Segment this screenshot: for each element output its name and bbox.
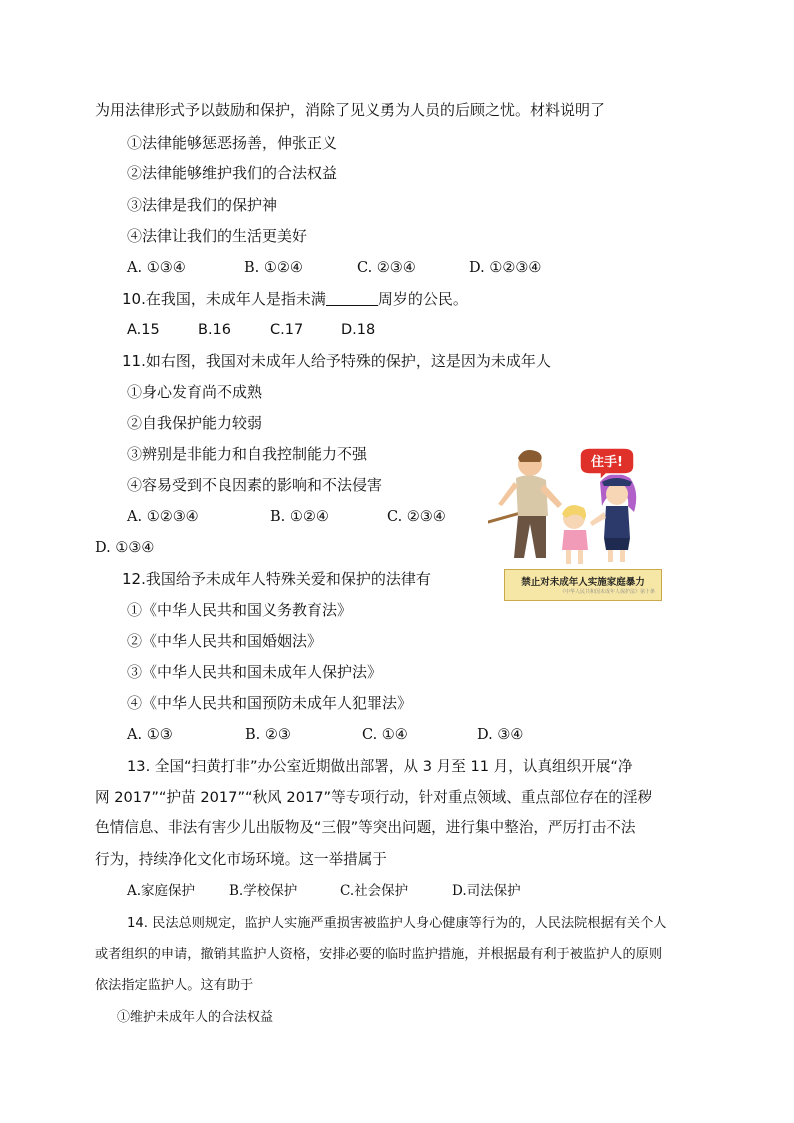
- q13-option-a: A.家庭保护: [127, 883, 196, 899]
- q9-stem-tail: 为用法律形式予以鼓励和保护，消除了见义勇为人员的后顾之忧。材料说明了: [95, 101, 606, 119]
- q10-option-b: B.16: [198, 322, 232, 338]
- q9-option-d: D. ①②③④: [469, 260, 542, 276]
- q13-option-c: C.社会保护: [340, 883, 409, 899]
- q12-item-4: ④《中华人民共和国预防未成年人犯罪法》: [127, 694, 413, 712]
- q10-stem: [122, 289, 468, 309]
- q12-item-3: ③《中华人民共和国未成年人保护法》: [127, 663, 383, 681]
- caption-title: 禁止对未成年人实施家庭暴力: [521, 577, 645, 588]
- q14-item-1: ①维护未成年人的合法权益: [117, 1010, 274, 1025]
- q10-stem-after: 周岁的公民。: [377, 290, 468, 308]
- police-girl-figure: [590, 474, 636, 562]
- q10-blank: [326, 290, 378, 306]
- domestic-violence-illustration: [488, 446, 664, 606]
- q11-stem: 11.如右图，我国对未成年人给予特殊的保护，这是因为未成年人: [122, 352, 551, 370]
- q9-option-b: B. ①②④: [244, 260, 303, 276]
- q12-option-b: B. ②③: [245, 727, 291, 743]
- q11-option-b: B. ①②④: [270, 509, 329, 525]
- q13-option-b: B.学校保护: [229, 883, 298, 899]
- q10-option-a: A.15: [127, 322, 160, 338]
- cartoon-image: [488, 446, 664, 571]
- q12-option-c: C. ①④: [362, 727, 408, 743]
- q14-stem-line-2: 或者组织的申请，撤销其监护人资格，安排必要的临时监护措施，并根据最有利于被监护人的原则: [95, 947, 663, 962]
- q12-option-d: D. ③④: [477, 727, 524, 743]
- q9-item-1: ①法律能够惩恶扬善，伸张正义: [127, 134, 338, 152]
- q14-stem-line-3: 依法指定监护人。这有助于: [95, 978, 254, 993]
- q11-option-c: C. ②③④: [387, 509, 446, 525]
- q11-option-d: D. ①③④: [95, 540, 155, 556]
- q12-stem: 12.我国给予未成年人特殊关爱和保护的法律有: [122, 570, 431, 588]
- q11-item-2: ②自我保护能力较弱: [127, 414, 263, 432]
- q11-option-a: A. ①②③④: [127, 509, 199, 525]
- q11-item-3: ③辨别是非能力和自我控制能力不强: [127, 445, 368, 463]
- q12-item-1: ①《中华人民共和国义务教育法》: [127, 601, 353, 619]
- q14-stem-line-1: 14. 民法总则规定，监护人实施严重损害被监护人身心健康等行为的，人民法院根据有关个人: [127, 916, 667, 931]
- q9-item-4: ④法律让我们的生活更美好: [127, 227, 308, 245]
- q13-option-d: D.司法保护: [452, 883, 521, 899]
- q9-item-2: ②法律能够维护我们的合法权益: [127, 164, 338, 182]
- caption-box: [504, 569, 662, 601]
- q12-item-2: ②《中华人民共和国婚姻法》: [127, 632, 323, 650]
- q9-option-c: C. ②③④: [357, 260, 416, 276]
- q13-stem-line-4: 行为，持续净化文化市场环境。这一举措属于: [95, 851, 387, 868]
- angry-father-figure: [498, 450, 562, 558]
- q11-item-1: ①身心发育尚不成熟: [127, 383, 263, 401]
- q12-option-a: A. ①③: [127, 727, 173, 743]
- q9-item-3: ③法律是我们的保护神: [127, 196, 278, 214]
- q10-option-d: D.18: [341, 322, 376, 338]
- q10-stem-before: 10.在我国，未成年人是指未满: [122, 290, 326, 308]
- bubble-text: 住手!: [591, 455, 623, 470]
- crying-child-figure: [562, 505, 588, 564]
- q13-stem-line-1: 13. 全国“扫黄打非”办公室近期做出部署，从 3 月至 11 月，认真组织开展“净: [127, 758, 633, 775]
- q11-item-4: ④容易受到不良因素的影响和不法侵害: [127, 476, 383, 494]
- speech-bubble: [580, 448, 634, 480]
- q13-stem-line-2: 网 2017”“护苗 2017”“秋风 2017”等专项行动，针对重点领域、重点部位存在的淫秽: [95, 789, 653, 806]
- q9-option-a: A. ①③④: [127, 260, 186, 276]
- q10-option-c: C.17: [270, 322, 304, 338]
- caption-source: 《中华人民共和国未成年人保护法》第十条: [559, 589, 655, 595]
- q13-stem-line-3: 色情信息、非法有害少儿出版物及“三假”等突出问题，进行集中整治，严厉打击不法: [95, 819, 636, 836]
